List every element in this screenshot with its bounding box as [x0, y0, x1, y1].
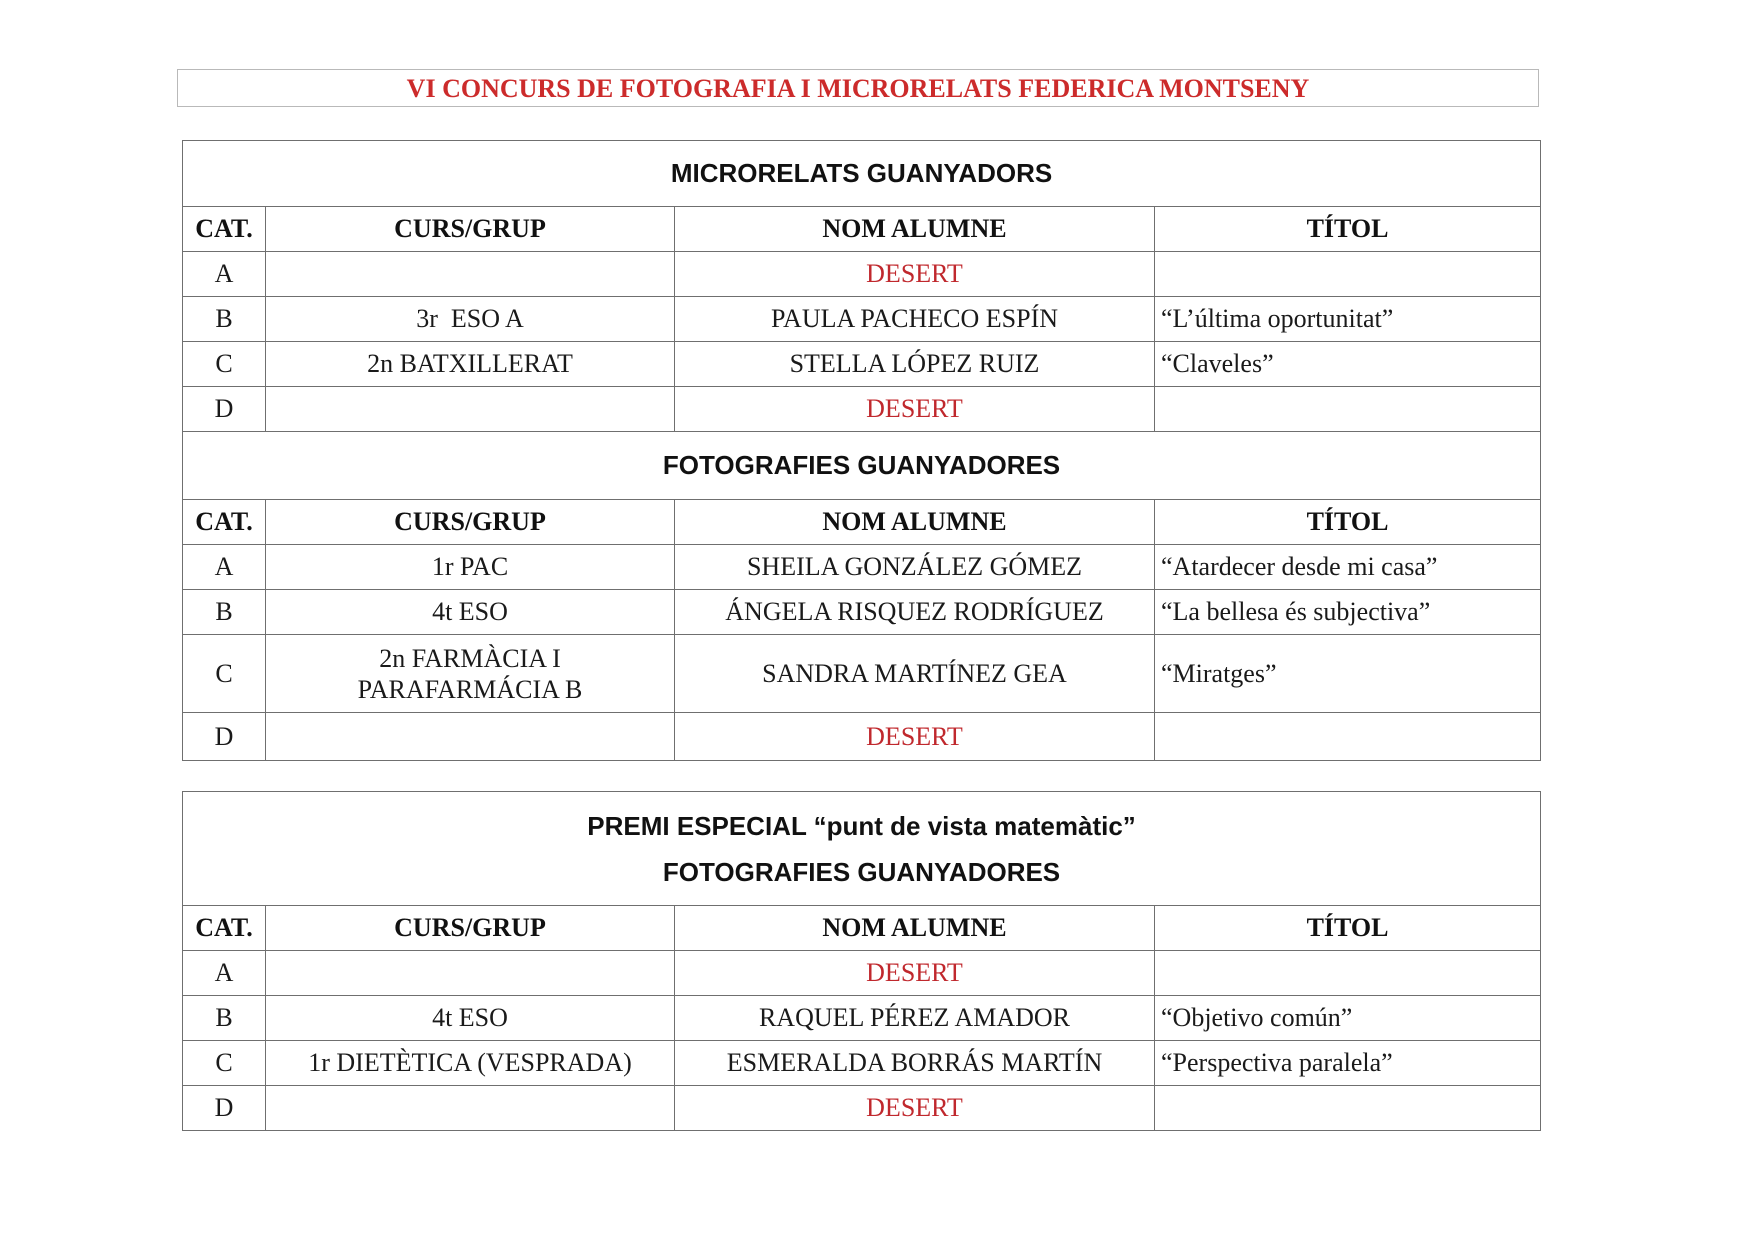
section-heading-row	[183, 141, 1541, 207]
cat-cell: A	[183, 545, 266, 590]
column-header-row	[183, 906, 1541, 951]
curs-cell: 1r PAC	[266, 545, 675, 590]
table-row	[183, 545, 1541, 590]
nom-cell: DESERT	[675, 252, 1155, 297]
titol-cell	[1155, 252, 1541, 297]
cat-cell: B	[183, 590, 266, 635]
nom-cell: DESERT	[675, 951, 1155, 996]
col-header-nom: NOM ALUMNE	[675, 500, 1155, 545]
premi-especial-heading-line-1: PREMI ESPECIAL “punt de vista matemàtic”	[587, 810, 1136, 841]
nom-cell: RAQUEL PÉREZ AMADOR	[675, 996, 1155, 1041]
table-row	[183, 1041, 1541, 1086]
column-header-row	[183, 500, 1541, 545]
page-title: VI CONCURS DE FOTOGRAFIA I MICRORELATS FEDERICA MONTSENY	[177, 69, 1539, 107]
titol-cell: “L’última oportunitat”	[1155, 297, 1541, 342]
col-header-cat: CAT.	[183, 906, 266, 951]
curs-cell: 1r DIETÈTICA (VESPRADA)	[266, 1041, 675, 1086]
col-header-curs: CURS/GRUP	[266, 906, 675, 951]
cat-cell: A	[183, 252, 266, 297]
curs-cell	[266, 635, 675, 713]
nom-cell: ESMERALDA BORRÁS MARTÍN	[675, 1041, 1155, 1086]
titol-cell: “Claveles”	[1155, 342, 1541, 387]
curs-line-2: PARAFARMÁCIA B	[357, 674, 583, 704]
cat-cell: B	[183, 996, 266, 1041]
curs-cell	[266, 1086, 675, 1131]
titol-cell: “Perspectiva paralela”	[1155, 1041, 1541, 1086]
col-header-nom: NOM ALUMNE	[675, 207, 1155, 252]
col-header-nom: NOM ALUMNE	[675, 906, 1155, 951]
winners-table	[182, 140, 1541, 761]
table-row	[183, 342, 1541, 387]
nom-cell: STELLA LÓPEZ RUIZ	[675, 342, 1155, 387]
table-row	[183, 252, 1541, 297]
titol-cell	[1155, 387, 1541, 432]
table-row	[183, 996, 1541, 1041]
titol-cell: “La bellesa és subjectiva”	[1155, 590, 1541, 635]
titol-cell: “Miratges”	[1155, 635, 1541, 713]
premi-especial-heading	[183, 792, 1541, 906]
col-header-curs: CURS/GRUP	[266, 207, 675, 252]
cat-cell: D	[183, 387, 266, 432]
nom-cell: PAULA PACHECO ESPÍN	[675, 297, 1155, 342]
curs-line-1: 2n FARMÀCIA I	[379, 643, 561, 673]
nom-cell: ÁNGELA RISQUEZ RODRÍGUEZ	[675, 590, 1155, 635]
table-row	[183, 713, 1541, 761]
section-heading-row	[183, 792, 1541, 906]
col-header-curs: CURS/GRUP	[266, 500, 675, 545]
titol-cell: “Objetivo común”	[1155, 996, 1541, 1041]
col-header-cat: CAT.	[183, 500, 266, 545]
table-row	[183, 951, 1541, 996]
nom-cell: SANDRA MARTÍNEZ GEA	[675, 635, 1155, 713]
curs-cell: 4t ESO	[266, 590, 675, 635]
nom-cell: DESERT	[675, 713, 1155, 761]
fotografies-heading: FOTOGRAFIES GUANYADORES	[183, 432, 1541, 500]
col-header-cat: CAT.	[183, 207, 266, 252]
table-row	[183, 635, 1541, 713]
curs-cell: 3r ESO A	[266, 297, 675, 342]
titol-cell	[1155, 1086, 1541, 1131]
curs-cell	[266, 713, 675, 761]
table-row	[183, 1086, 1541, 1131]
col-header-titol: TÍTOL	[1155, 207, 1541, 252]
titol-cell: “Atardecer desde mi casa”	[1155, 545, 1541, 590]
curs-cell	[266, 252, 675, 297]
curs-cell	[266, 387, 675, 432]
premi-especial-heading-line-2: FOTOGRAFIES GUANYADORES	[662, 856, 1061, 887]
titol-cell	[1155, 713, 1541, 761]
nom-cell: DESERT	[675, 387, 1155, 432]
col-header-titol: TÍTOL	[1155, 500, 1541, 545]
table-row	[183, 297, 1541, 342]
curs-cell	[266, 951, 675, 996]
col-header-titol: TÍTOL	[1155, 906, 1541, 951]
cat-cell: D	[183, 713, 266, 761]
cat-cell: A	[183, 951, 266, 996]
cat-cell: C	[183, 342, 266, 387]
cat-cell: C	[183, 1041, 266, 1086]
microrelats-heading: MICRORELATS GUANYADORS	[183, 141, 1541, 207]
special-prize-table	[182, 791, 1541, 1131]
cat-cell: B	[183, 297, 266, 342]
curs-cell: 2n BATXILLERAT	[266, 342, 675, 387]
nom-cell: DESERT	[675, 1086, 1155, 1131]
cat-cell: D	[183, 1086, 266, 1131]
table-row	[183, 590, 1541, 635]
curs-cell: 4t ESO	[266, 996, 675, 1041]
table-row	[183, 387, 1541, 432]
nom-cell: SHEILA GONZÁLEZ GÓMEZ	[675, 545, 1155, 590]
titol-cell	[1155, 951, 1541, 996]
column-header-row	[183, 207, 1541, 252]
section-heading-row	[183, 432, 1541, 500]
cat-cell: C	[183, 635, 266, 713]
